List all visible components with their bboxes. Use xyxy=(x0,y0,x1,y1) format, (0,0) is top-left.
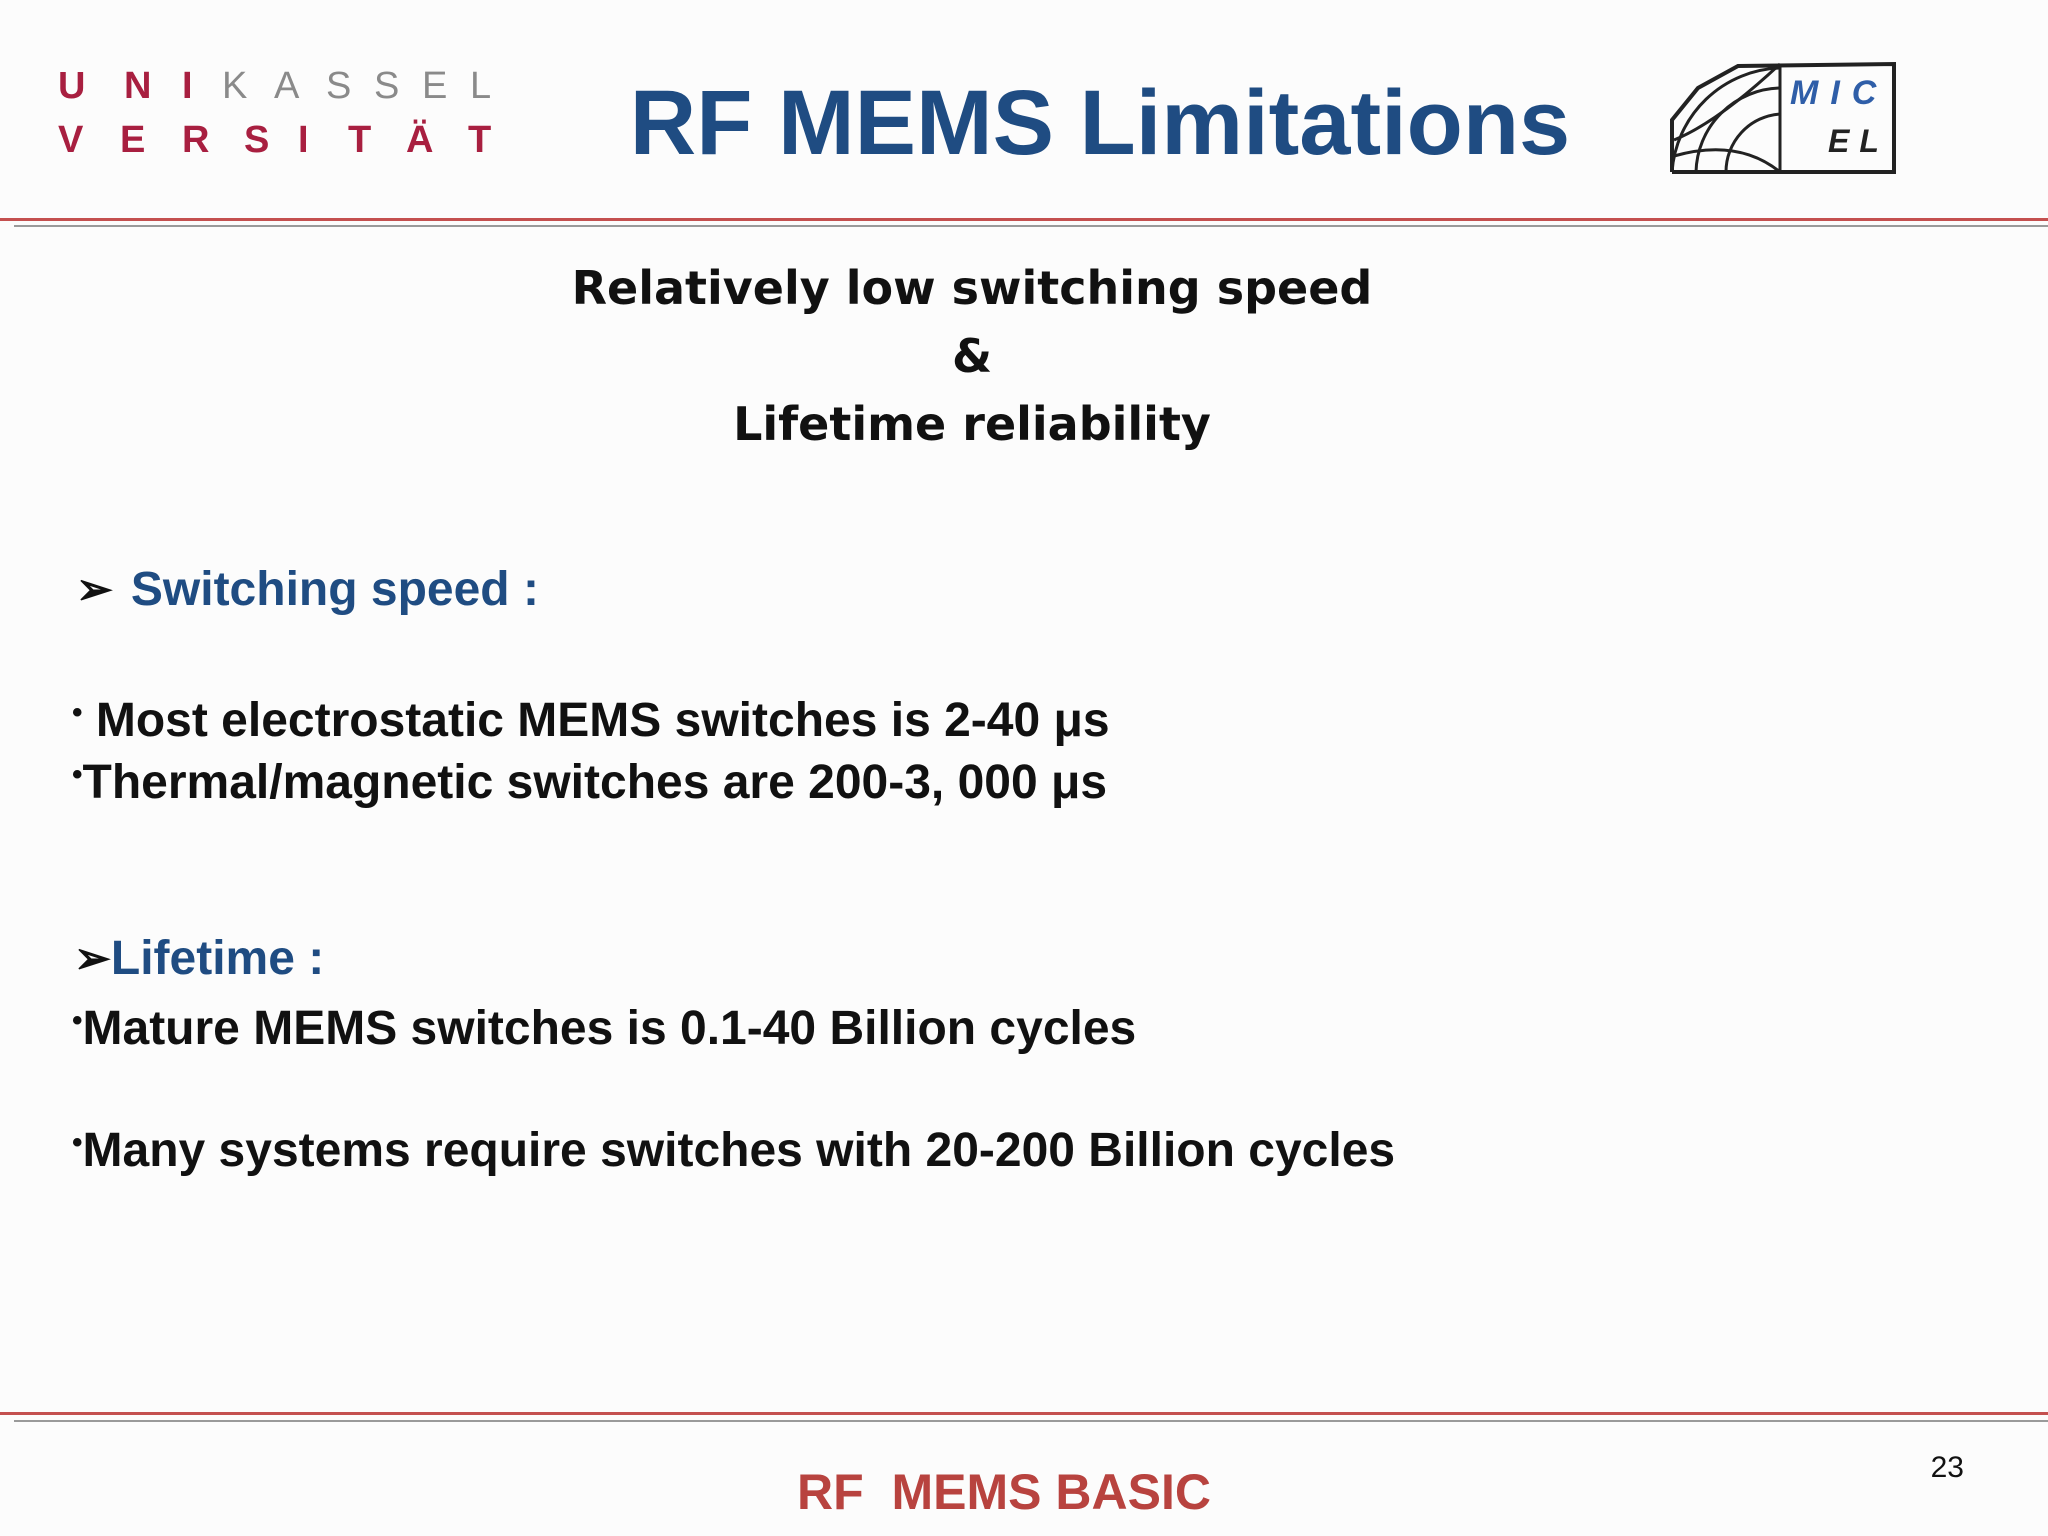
switching-speed-heading xyxy=(76,560,539,620)
logo-letter: E xyxy=(422,65,448,107)
subtitle-line-2: & xyxy=(951,329,993,383)
list-item xyxy=(72,745,1107,813)
footer-divider xyxy=(0,1412,2048,1415)
list-item-text: Many systems require switches with 20-200 Billion cycles xyxy=(82,1124,1396,1177)
list-item xyxy=(72,683,1110,751)
university-logo xyxy=(58,62,518,172)
logo-letter: T xyxy=(468,119,492,161)
logo-letter: Ä xyxy=(406,119,434,161)
switching-speed-label: Switching speed : xyxy=(130,563,539,616)
slide-title: RF MEMS Limitations xyxy=(629,72,1571,174)
footer-divider-shadow xyxy=(14,1420,2048,1422)
bullet-dot: • xyxy=(72,758,83,791)
logo-letter: A xyxy=(274,65,300,107)
subtitle-line-3: Lifetime reliability xyxy=(733,397,1211,451)
arrow-bullet-icon: ➢ xyxy=(76,565,113,614)
logo-letter: K xyxy=(222,65,248,107)
arrow-bullet-icon: ➢ xyxy=(74,934,111,983)
header-divider xyxy=(0,218,2048,221)
list-item-text: Most electrostatic MEMS switches is 2-40 μs xyxy=(82,694,1110,747)
logo-letter: L xyxy=(470,65,492,107)
logo-row-1 xyxy=(58,64,518,108)
micel-text-bottom: EL xyxy=(1828,123,1889,159)
list-item-text: Thermal/magnetic switches are 200-3, 000 μs xyxy=(82,756,1108,809)
logo-letter: I xyxy=(298,119,309,161)
footer-text: RF MEMS BASIC xyxy=(797,1464,1211,1520)
micel-text-top: MIC xyxy=(1790,74,1889,112)
bullet-dot: • xyxy=(72,1004,83,1037)
page-number: 23 xyxy=(1930,1451,1964,1484)
logo-letter: I xyxy=(182,65,193,107)
micel-logo-graphic xyxy=(1668,60,1896,176)
logo-letter: S xyxy=(244,119,270,161)
bullet-dot: • xyxy=(72,1126,83,1159)
logo-letter: N xyxy=(124,65,152,107)
micel-logo xyxy=(1668,60,1896,176)
logo-letter: S xyxy=(374,65,400,107)
lifetime-heading xyxy=(74,929,324,989)
logo-letter: U xyxy=(58,65,86,107)
list-item xyxy=(72,991,1136,1059)
logo-letter: V xyxy=(58,119,84,161)
lifetime-label: Lifetime : xyxy=(110,932,325,985)
logo-letter: S xyxy=(326,65,352,107)
list-item xyxy=(72,1113,1395,1181)
header-divider-shadow xyxy=(14,225,2048,227)
logo-letter: R xyxy=(182,119,210,161)
subtitle-line-1: Relatively low switching speed xyxy=(571,261,1373,315)
list-item-text: Mature MEMS switches is 0.1-40 Billion cycles xyxy=(82,1002,1137,1055)
bullet-dot: • xyxy=(72,696,83,729)
logo-letter: T xyxy=(348,119,372,161)
logo-row-2 xyxy=(58,118,518,162)
logo-letter: E xyxy=(120,119,146,161)
